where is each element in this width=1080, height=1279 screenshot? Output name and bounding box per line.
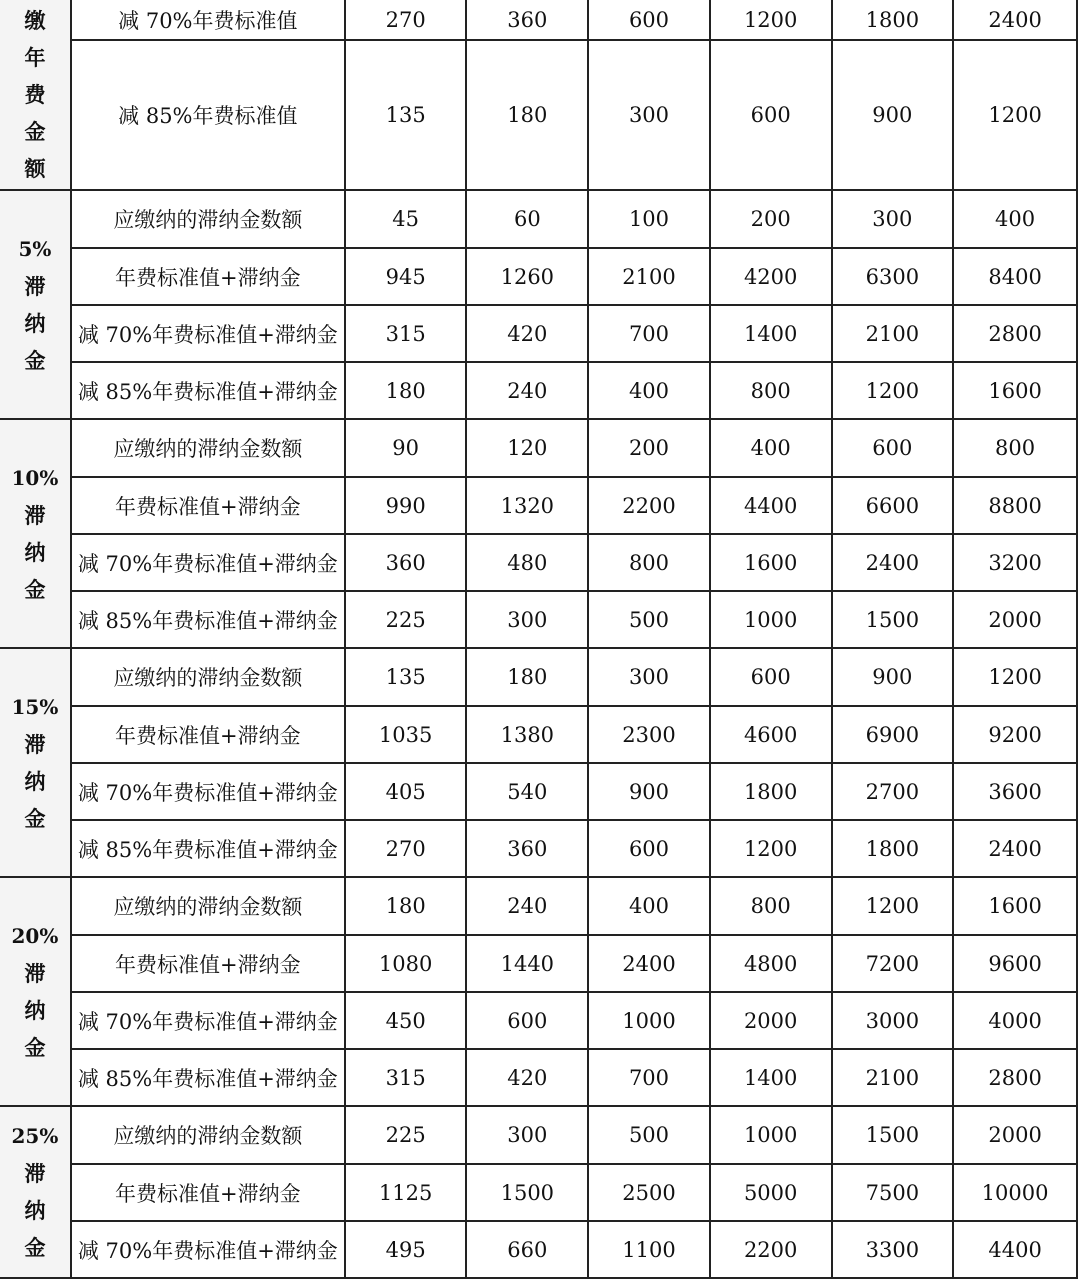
fee-value-cell: 1800 <box>710 763 832 820</box>
fee-value-cell: 180 <box>466 648 588 706</box>
fee-value-cell: 2100 <box>832 1049 954 1106</box>
group-header-char: 纳 <box>24 310 46 336</box>
group-header-char: 金 <box>24 119 46 144</box>
row-label: 减 85%年费标准值+滞纳金 <box>71 362 345 419</box>
fee-value-cell: 1400 <box>710 305 832 362</box>
fee-value-cell: 2800 <box>953 1049 1077 1106</box>
table-row <box>0 1164 1077 1221</box>
fee-value-cell: 1200 <box>832 877 954 935</box>
group-rate: 20% <box>11 923 59 948</box>
fee-value-cell: 135 <box>345 648 467 706</box>
fee-value-cell: 600 <box>588 820 710 877</box>
fee-value-cell: 9200 <box>953 706 1077 763</box>
fee-value-cell: 100 <box>588 190 710 248</box>
table-row <box>0 305 1077 362</box>
fee-value-cell: 7200 <box>832 935 954 992</box>
fee-value-cell: 2400 <box>588 935 710 992</box>
fee-value-cell: 360 <box>466 820 588 877</box>
group-header <box>0 1106 71 1278</box>
fee-value-cell: 900 <box>832 648 954 706</box>
table-row <box>0 591 1077 648</box>
fee-value-cell: 3000 <box>832 992 954 1049</box>
fee-value-cell: 600 <box>832 419 954 477</box>
fee-value-cell: 2000 <box>710 992 832 1049</box>
fee-value-cell: 4400 <box>710 477 832 534</box>
fee-value-cell: 2200 <box>710 1221 832 1278</box>
table-row <box>0 706 1077 763</box>
row-label: 年费标准值+滞纳金 <box>71 1164 345 1221</box>
row-label: 减 70%年费标准值+滞纳金 <box>71 992 345 1049</box>
group-rate: 10% <box>11 465 59 490</box>
fee-value-cell: 600 <box>710 648 832 706</box>
row-label: 年费标准值+滞纳金 <box>71 706 345 763</box>
fee-value-cell: 8800 <box>953 477 1077 534</box>
fee-value-cell: 500 <box>588 1106 710 1164</box>
fee-value-cell: 135 <box>345 40 467 190</box>
fee-value-cell: 240 <box>466 362 588 419</box>
fee-value-cell: 400 <box>710 419 832 477</box>
fee-value-cell: 1035 <box>345 706 467 763</box>
table-row <box>0 992 1077 1049</box>
group-header <box>0 648 71 877</box>
fee-value-cell: 1440 <box>466 935 588 992</box>
fee-value-cell: 700 <box>588 1049 710 1106</box>
group-rate: 15% <box>11 694 59 719</box>
row-label: 减 70%年费标准值+滞纳金 <box>71 763 345 820</box>
fee-value-cell: 2400 <box>832 534 954 591</box>
fee-value-cell: 1500 <box>466 1164 588 1221</box>
fee-value-cell: 1800 <box>832 820 954 877</box>
fee-value-cell: 120 <box>466 419 588 477</box>
group-header <box>0 877 71 1106</box>
fee-value-cell: 900 <box>588 763 710 820</box>
row-label: 减 70%年费标准值+滞纳金 <box>71 1221 345 1278</box>
group-header <box>0 190 71 419</box>
row-label: 减 70%年费标准值+滞纳金 <box>71 534 345 591</box>
group-header-char: 金 <box>24 1235 46 1260</box>
fee-value-cell: 2200 <box>588 477 710 534</box>
fee-value-cell: 2700 <box>832 763 954 820</box>
fee-value-cell: 400 <box>953 190 1077 248</box>
fee-value-cell: 270 <box>345 820 467 877</box>
fee-value-cell: 1380 <box>466 706 588 763</box>
fee-value-cell: 450 <box>345 992 467 1049</box>
fee-value-cell: 3200 <box>953 534 1077 591</box>
row-label: 应缴纳的滞纳金数额 <box>71 419 345 477</box>
group-header-char: 滞 <box>24 731 46 757</box>
fee-value-cell: 3600 <box>953 763 1077 820</box>
fee-value-cell: 8400 <box>953 248 1077 305</box>
fee-value-cell: 1200 <box>953 648 1077 706</box>
fee-value-cell: 10000 <box>953 1164 1077 1221</box>
group-header-char: 年 <box>24 45 46 70</box>
fee-value-cell: 240 <box>466 877 588 935</box>
table-row <box>0 419 1077 477</box>
table-row <box>0 248 1077 305</box>
fee-value-cell: 1400 <box>710 1049 832 1106</box>
fee-value-cell: 90 <box>345 419 467 477</box>
fee-value-cell: 315 <box>345 1049 467 1106</box>
group-rate: 25% <box>11 1124 59 1148</box>
group-header-char: 纳 <box>24 997 46 1023</box>
fee-value-cell: 1000 <box>710 591 832 648</box>
table-row <box>0 40 1077 190</box>
table-row <box>0 648 1077 706</box>
fee-value-cell: 180 <box>466 40 588 190</box>
row-label: 应缴纳的滞纳金数额 <box>71 190 345 248</box>
fee-value-cell: 800 <box>710 877 832 935</box>
fee-value-cell: 1200 <box>710 820 832 877</box>
fee-value-cell: 600 <box>710 40 832 190</box>
fee-value-cell: 300 <box>588 40 710 190</box>
table-row <box>0 1106 1077 1164</box>
group-header-char: 纳 <box>24 539 46 565</box>
fee-value-cell: 540 <box>466 763 588 820</box>
fee-value-cell: 45 <box>345 190 467 248</box>
fee-value-cell: 180 <box>345 362 467 419</box>
fee-value-cell: 4200 <box>710 248 832 305</box>
fee-value-cell: 180 <box>345 877 467 935</box>
group-header-char: 金 <box>24 1034 46 1060</box>
fee-value-cell: 420 <box>466 305 588 362</box>
fee-value-cell: 9600 <box>953 935 1077 992</box>
table-row <box>0 935 1077 992</box>
fee-value-cell: 800 <box>953 419 1077 477</box>
fee-value-cell: 500 <box>588 591 710 648</box>
group-header-char: 缴 <box>24 8 46 33</box>
fee-value-cell: 2000 <box>953 591 1077 648</box>
group-header-char: 金 <box>24 805 46 831</box>
group-rate: 5% <box>18 236 52 261</box>
group-header-char: 金 <box>24 576 46 602</box>
fee-value-cell: 495 <box>345 1221 467 1278</box>
fee-value-cell: 4600 <box>710 706 832 763</box>
fee-value-cell: 2000 <box>953 1106 1077 1164</box>
fee-value-cell: 4400 <box>953 1221 1077 1278</box>
fee-value-cell: 1600 <box>710 534 832 591</box>
table-row <box>0 362 1077 419</box>
group-header <box>0 0 71 190</box>
group-header-char: 滞 <box>24 273 46 299</box>
table-row <box>0 877 1077 935</box>
row-label: 年费标准值+滞纳金 <box>71 248 345 305</box>
fee-value-cell: 990 <box>345 477 467 534</box>
group-header-char: 额 <box>24 156 46 181</box>
fee-value-cell: 3300 <box>832 1221 954 1278</box>
row-label: 应缴纳的滞纳金数额 <box>71 648 345 706</box>
group-header <box>0 419 71 648</box>
fee-value-cell: 1125 <box>345 1164 467 1221</box>
fee-value-cell: 600 <box>588 0 710 40</box>
fee-value-cell: 400 <box>588 362 710 419</box>
fee-value-cell: 2400 <box>953 820 1077 877</box>
fee-value-cell: 800 <box>710 362 832 419</box>
table-row <box>0 534 1077 591</box>
fee-value-cell: 1500 <box>832 591 954 648</box>
fee-value-cell: 900 <box>832 40 954 190</box>
row-label: 减 70%年费标准值 <box>71 0 345 40</box>
fee-value-cell: 1000 <box>588 992 710 1049</box>
fee-value-cell: 1600 <box>953 362 1077 419</box>
row-label: 应缴纳的滞纳金数额 <box>71 877 345 935</box>
fee-value-cell: 2500 <box>588 1164 710 1221</box>
fee-value-cell: 225 <box>345 1106 467 1164</box>
fee-value-cell: 480 <box>466 534 588 591</box>
table-row <box>0 1049 1077 1106</box>
fee-value-cell: 270 <box>345 0 467 40</box>
fee-value-cell: 1320 <box>466 477 588 534</box>
fee-value-cell: 60 <box>466 190 588 248</box>
group-header-char: 纳 <box>24 768 46 794</box>
row-label: 年费标准值+滞纳金 <box>71 935 345 992</box>
fee-value-cell: 700 <box>588 305 710 362</box>
fee-value-cell: 5000 <box>710 1164 832 1221</box>
group-header-char: 金 <box>24 347 46 373</box>
row-label: 减 70%年费标准值+滞纳金 <box>71 305 345 362</box>
row-label: 减 85%年费标准值+滞纳金 <box>71 1049 345 1106</box>
fee-value-cell: 300 <box>466 1106 588 1164</box>
fee-value-cell: 800 <box>588 534 710 591</box>
fee-value-cell: 6900 <box>832 706 954 763</box>
fee-value-cell: 1000 <box>710 1106 832 1164</box>
fee-value-cell: 1200 <box>710 0 832 40</box>
group-header-char: 纳 <box>24 1198 46 1223</box>
fee-value-cell: 7500 <box>832 1164 954 1221</box>
fee-value-cell: 1200 <box>832 362 954 419</box>
table-row <box>0 477 1077 534</box>
fee-value-cell: 1200 <box>953 40 1077 190</box>
fee-value-cell: 360 <box>466 0 588 40</box>
fee-value-cell: 660 <box>466 1221 588 1278</box>
fee-value-cell: 1600 <box>953 877 1077 935</box>
fee-value-cell: 2100 <box>588 248 710 305</box>
fee-value-cell: 300 <box>466 591 588 648</box>
group-header-char: 滞 <box>24 960 46 986</box>
fee-value-cell: 300 <box>832 190 954 248</box>
table-row <box>0 190 1077 248</box>
row-label: 年费标准值+滞纳金 <box>71 477 345 534</box>
row-label: 减 85%年费标准值+滞纳金 <box>71 820 345 877</box>
fee-value-cell: 6600 <box>832 477 954 534</box>
fee-value-cell: 2100 <box>832 305 954 362</box>
fee-value-cell: 200 <box>588 419 710 477</box>
fee-value-cell: 1260 <box>466 248 588 305</box>
row-label: 减 85%年费标准值 <box>71 40 345 190</box>
fee-value-cell: 200 <box>710 190 832 248</box>
group-header-char: 滞 <box>24 502 46 528</box>
fee-value-cell: 225 <box>345 591 467 648</box>
fee-value-cell: 315 <box>345 305 467 362</box>
fee-value-cell: 4800 <box>710 935 832 992</box>
table-row <box>0 1221 1077 1278</box>
fee-value-cell: 4000 <box>953 992 1077 1049</box>
table-row <box>0 763 1077 820</box>
fee-value-cell: 1500 <box>832 1106 954 1164</box>
fee-value-cell: 400 <box>588 877 710 935</box>
fee-value-cell: 2800 <box>953 305 1077 362</box>
fee-value-cell: 1080 <box>345 935 467 992</box>
fee-value-cell: 1100 <box>588 1221 710 1278</box>
row-label: 减 85%年费标准值+滞纳金 <box>71 591 345 648</box>
row-label: 应缴纳的滞纳金数额 <box>71 1106 345 1164</box>
fee-value-cell: 945 <box>345 248 467 305</box>
fee-value-cell: 360 <box>345 534 467 591</box>
table-row <box>0 0 1077 40</box>
fee-value-cell: 600 <box>466 992 588 1049</box>
fee-value-cell: 420 <box>466 1049 588 1106</box>
fee-value-cell: 2400 <box>953 0 1077 40</box>
fee-value-cell: 300 <box>588 648 710 706</box>
fee-value-cell: 1800 <box>832 0 954 40</box>
fee-value-cell: 2300 <box>588 706 710 763</box>
table-row <box>0 820 1077 877</box>
fee-value-cell: 6300 <box>832 248 954 305</box>
group-header-char: 滞 <box>24 1161 46 1186</box>
group-header-char: 费 <box>24 82 46 107</box>
fee-value-cell: 405 <box>345 763 467 820</box>
